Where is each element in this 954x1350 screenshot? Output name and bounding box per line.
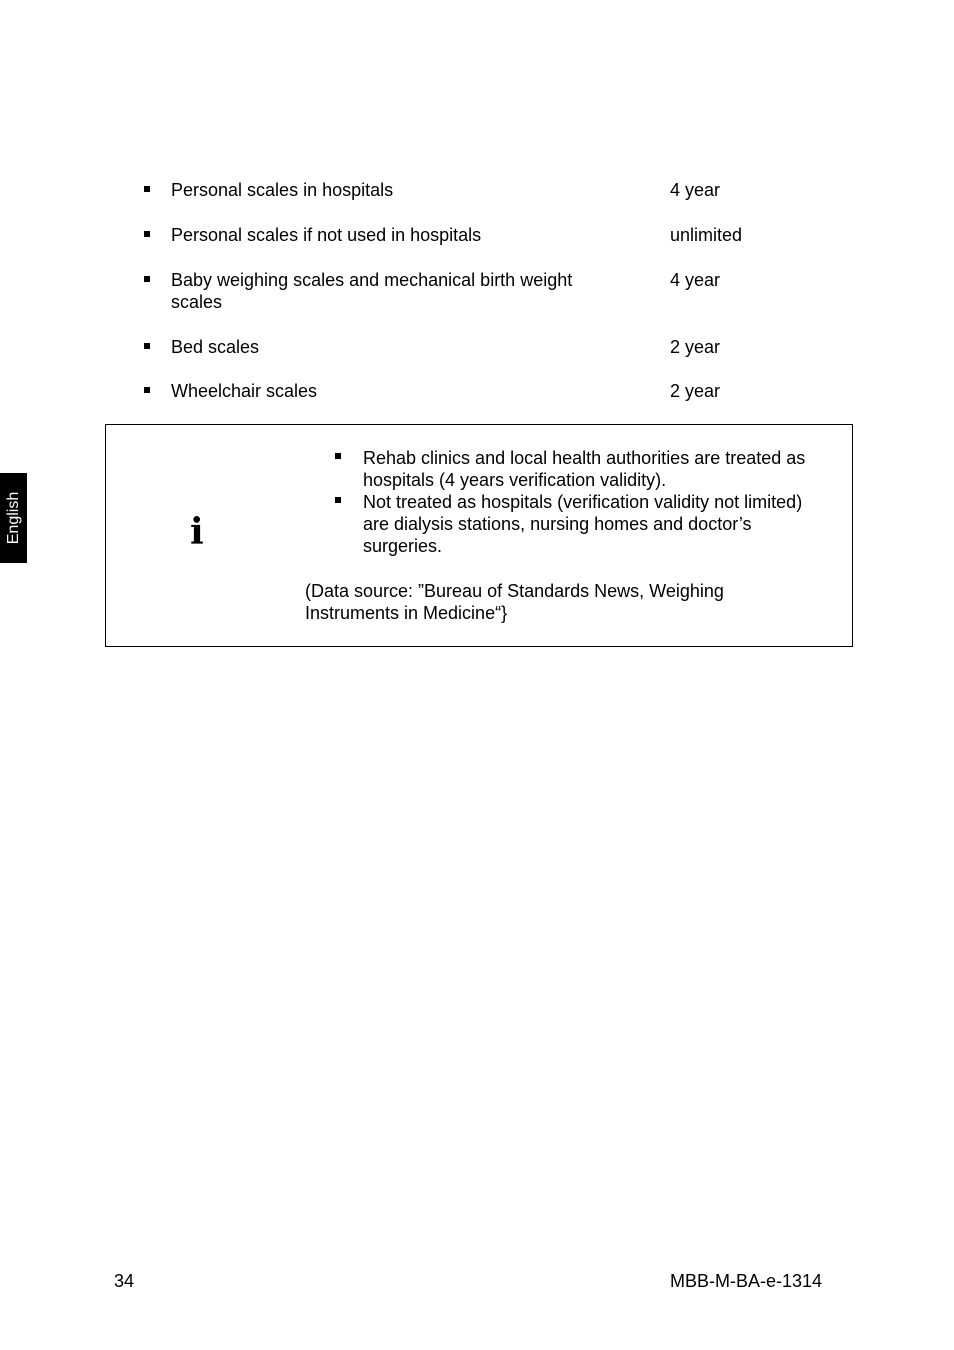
page-number: 34: [114, 1271, 135, 1291]
list-item-label-continued: scales: [171, 292, 223, 312]
note-bullet-text: are dialysis stations, nursing homes and doctor’s: [363, 514, 752, 534]
note-bullet-text: Rehab clinics and local health authorities are treated as: [363, 448, 806, 468]
bullet-icon: [144, 343, 150, 349]
bullet-icon: [144, 276, 150, 282]
list-item-value: 2 year: [670, 337, 721, 357]
list-item-value: unlimited: [670, 225, 743, 245]
data-source-text: Instruments in Medicine“}: [305, 603, 508, 623]
bullet-icon: [335, 453, 341, 459]
document-code: MBB-M-BA-e-1314: [670, 1271, 823, 1291]
data-source-text: (Data source: ”Bureau of Standards News, Weighing: [305, 581, 724, 601]
bullet-icon: [144, 387, 150, 393]
language-tab-label: English: [4, 491, 22, 545]
bullet-icon: [335, 497, 341, 503]
list-item-value: 2 year: [670, 381, 721, 401]
list-item-label: Baby weighing scales and mechanical birth weight: [171, 270, 573, 290]
list-item-label: Wheelchair scales: [171, 381, 318, 401]
note-bullet-text: hospitals (4 years verification validity).: [363, 470, 667, 490]
list-item-label: Bed scales: [171, 337, 260, 357]
language-tab: [0, 473, 27, 563]
note-bullet-text: surgeries.: [363, 536, 443, 556]
bullet-icon: [144, 186, 150, 192]
list-item-value: 4 year: [670, 270, 721, 290]
list-item-label: Personal scales if not used in hospitals: [171, 225, 482, 245]
info-icon: i: [190, 511, 204, 553]
bullet-icon: [144, 231, 150, 237]
list-item-value: 4 year: [670, 180, 721, 200]
note-bullet-text: Not treated as hospitals (verification validity not limited): [363, 492, 803, 512]
list-item-label: Personal scales in hospitals: [171, 180, 394, 200]
